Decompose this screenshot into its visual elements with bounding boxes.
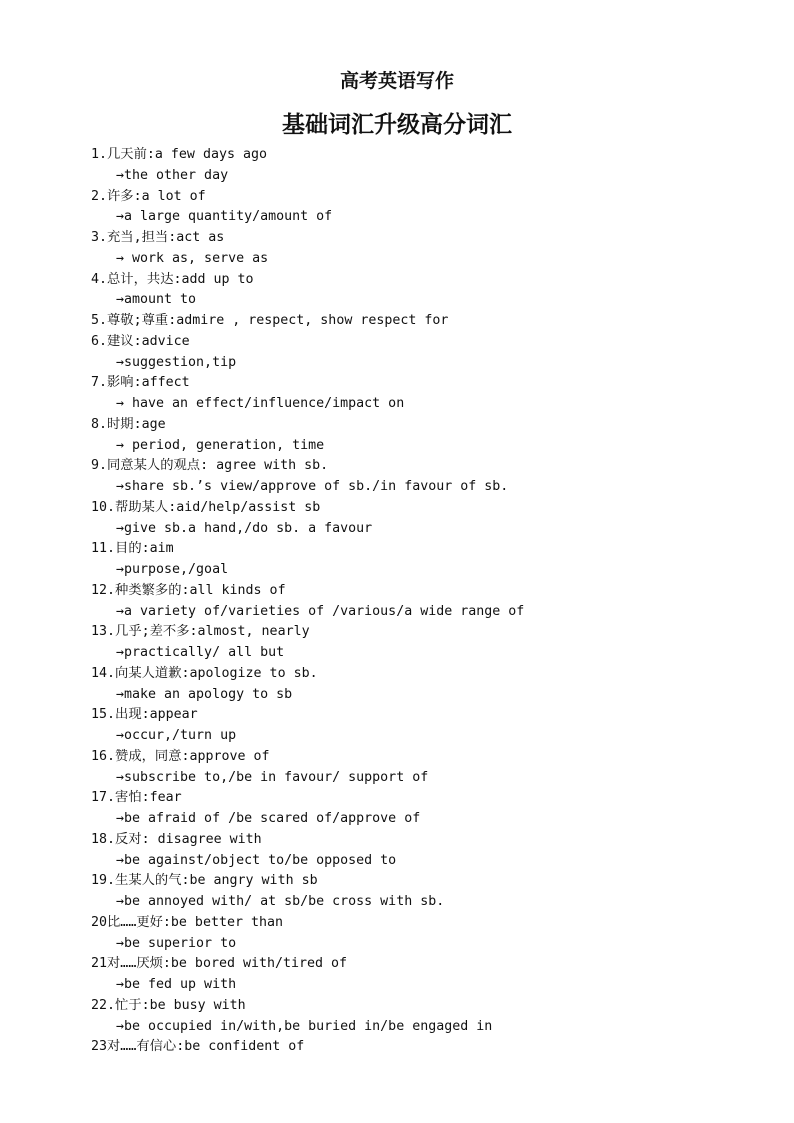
vocab-upgrade: →share sb.’s view/approve of sb./in favour of sb. <box>116 479 509 494</box>
vocab-entry: 9.同意某人的观点: agree with sb. <box>91 458 329 474</box>
vocab-upgrade: →subscribe to,/be in favour/ support of <box>116 769 429 785</box>
document-subtitle: 基础词汇升级高分词汇 <box>282 112 512 138</box>
vocab-entry: 4.总计，共达:add up to <box>91 271 254 287</box>
vocab-entry: 17.害怕:fear <box>91 790 182 806</box>
vocab-upgrade: → work as, serve as <box>116 250 269 266</box>
vocab-entry: 23对……有信心:be confident of <box>91 1039 305 1055</box>
document-title: 高考英语写作 <box>339 70 454 92</box>
vocab-upgrade: →a large quantity/amount of <box>116 209 333 225</box>
vocab-upgrade: → have an effect/influence/impact on <box>116 396 405 411</box>
vocab-entry: 7.影响:affect <box>91 375 190 391</box>
vocab-entry: 1.几天前:a few days ago <box>91 147 267 162</box>
vocab-entry: 21对……厌烦:be bored with/tired of <box>91 956 348 972</box>
vocab-entry: 3.充当,担当:act as <box>91 230 225 245</box>
vocab-upgrade: →a variety of/varieties of /various/a wide range of <box>116 603 525 619</box>
vocab-entry: 15.出现:appear <box>91 707 198 723</box>
vocab-upgrade: →be fed up with <box>116 977 237 992</box>
vocab-upgrade: →be against/object to/be opposed to <box>116 852 397 868</box>
vocab-upgrade: →be afraid of /be scared of/approve of <box>116 811 421 826</box>
vocab-upgrade: →occur,/turn up <box>116 728 237 743</box>
vocab-entry: 18.反对: disagree with <box>91 831 262 847</box>
vocab-upgrade: →purpose,/goal <box>116 562 229 577</box>
vocab-upgrade: →the other day <box>116 167 229 183</box>
vocab-entry: 16.赞成，同意:approve of <box>91 748 270 764</box>
vocab-upgrade: → period, generation, time <box>116 437 325 453</box>
vocab-upgrade: →make an apology to sb <box>116 686 293 702</box>
vocab-entry: 12.种类繁多的:all kinds of <box>91 582 286 598</box>
vocab-upgrade: →be superior to <box>116 935 237 951</box>
vocab-entry: 13.几乎;差不多:almost, nearly <box>91 624 310 640</box>
vocab-upgrade: →suggestion,tip <box>116 354 237 370</box>
vocab-entry: 22.忙于:be busy with <box>91 997 246 1013</box>
vocab-entry: 2.许多:a lot of <box>91 188 206 204</box>
vocab-upgrade: →practically/ all but <box>116 645 285 660</box>
vocab-upgrade: →give sb.a hand,/do sb. a favour <box>116 520 373 536</box>
vocab-upgrade: →be occupied in/with,be buried in/be engaged in <box>116 1018 493 1034</box>
vocab-upgrade: →be annoyed with/ at sb/be cross with sb. <box>116 894 445 909</box>
vocab-entry: 20比……更好:be better than <box>91 914 283 930</box>
vocab-entry: 14.向某人道歉:apologize to sb. <box>91 665 318 681</box>
vocab-entry: 8.时期:age <box>91 416 166 432</box>
vocabulary-list <box>91 145 781 1058</box>
vocab-entry: 5.尊敬;尊重:admire , respect, show respect for <box>91 313 449 328</box>
vocab-entry: 10.帮助某人:aid/help/assist sb <box>91 499 321 515</box>
vocab-upgrade: →amount to <box>116 292 197 308</box>
vocab-entry: 6.建议:advice <box>91 333 190 349</box>
vocab-entry: 11.目的:aim <box>91 541 174 557</box>
vocab-entry: 19.生某人的气:be angry with sb <box>91 873 318 889</box>
